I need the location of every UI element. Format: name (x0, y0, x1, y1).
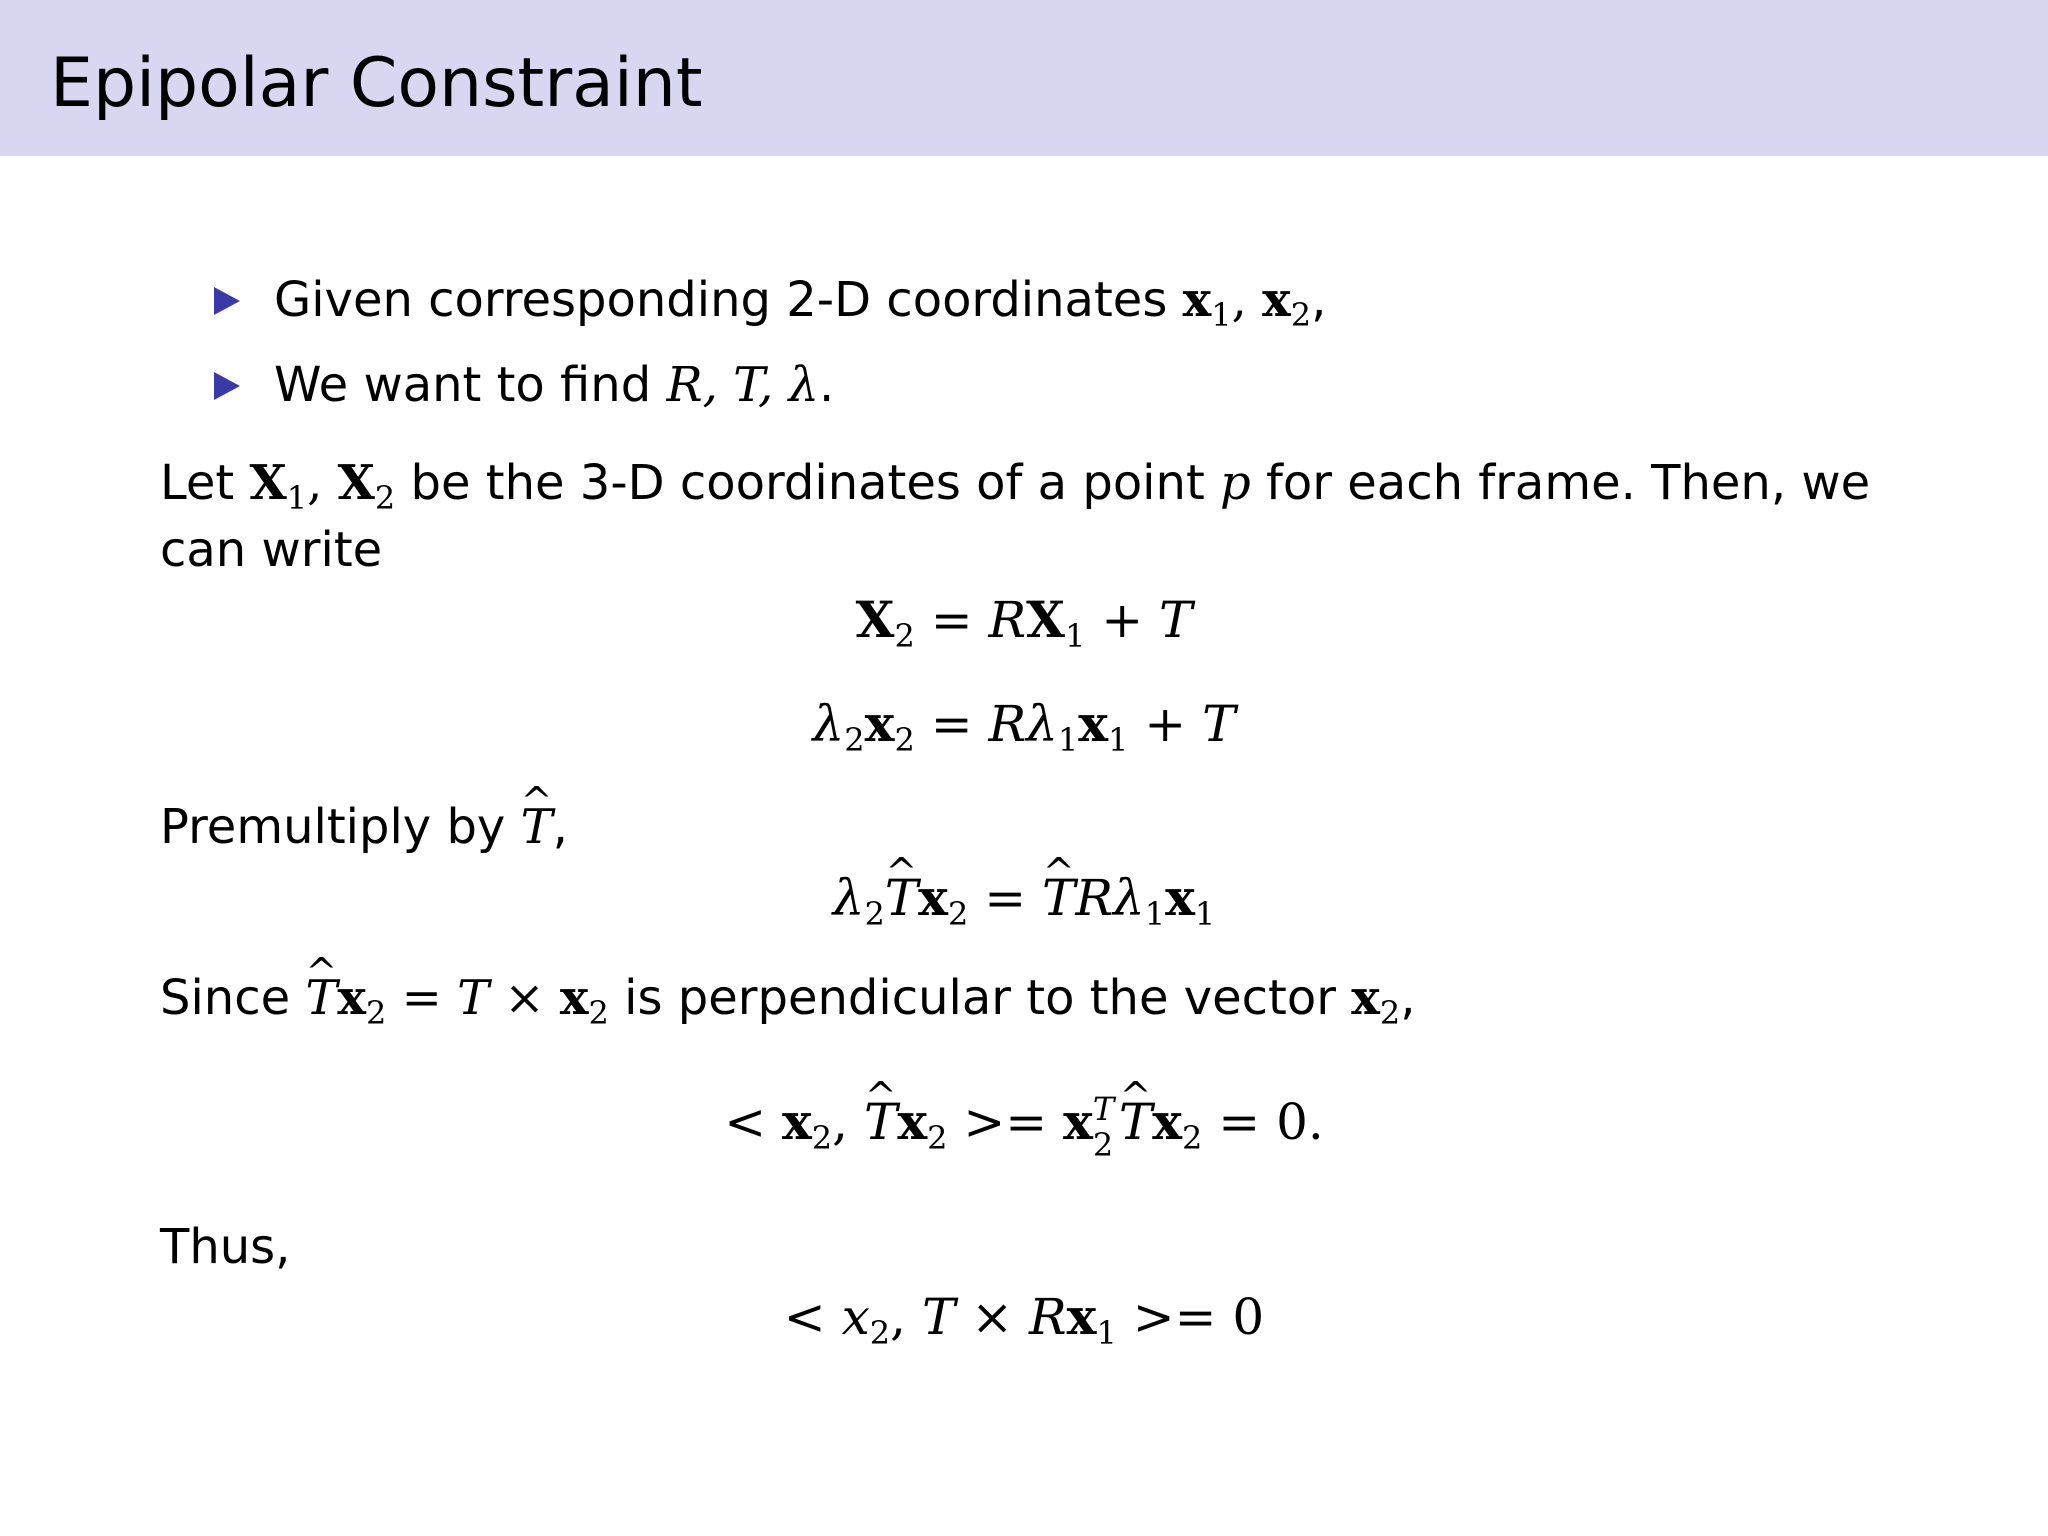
math: x (1152, 1092, 1183, 1151)
math-T-hat: ^ T (864, 1090, 897, 1154)
operator: = 0. (1202, 1093, 1324, 1151)
math: x (337, 970, 367, 1026)
operator: = (914, 591, 989, 649)
math-T-hat: ^ T (305, 968, 337, 1028)
subscript: 2 (864, 895, 885, 933)
math: T (921, 1288, 956, 1346)
comma: , (307, 455, 338, 511)
operator: = (968, 869, 1043, 927)
math: x (897, 1092, 928, 1151)
subscript: 1 (1108, 721, 1129, 759)
math: R (1075, 869, 1114, 927)
text: Let (160, 455, 250, 511)
paragraph-1-line-1 (160, 453, 1871, 517)
operator: × (955, 1288, 1029, 1346)
subscript: 1 (1064, 617, 1086, 655)
subscript: 2 (588, 994, 609, 1032)
bullet-1-text: Given corresponding 2-D coordinates (274, 272, 1183, 328)
math: R (1028, 1288, 1067, 1346)
math: x (1165, 868, 1195, 927)
subscript: 2 (844, 721, 865, 759)
math-x2: x (1262, 272, 1291, 328)
math: λ (1113, 869, 1145, 927)
subscript: 2 (927, 1119, 948, 1157)
math: x (1351, 970, 1380, 1026)
equation-1 (0, 588, 2048, 655)
subscript: 2 (374, 479, 396, 517)
operator: = (914, 695, 989, 753)
subscript: 2 (1182, 1119, 1203, 1157)
text: be the 3-D coordinates of a point (395, 455, 1221, 511)
punctuation: , (552, 799, 568, 855)
subscript: 2 (811, 1119, 833, 1157)
math: T (457, 970, 490, 1026)
comma: , (832, 1093, 864, 1151)
bullet-marker-2 (214, 372, 240, 400)
slide-title-bar (0, 0, 2048, 156)
math-T-hat: ^ T (1119, 1090, 1152, 1154)
math: λ (812, 695, 845, 753)
math: T (1158, 591, 1193, 649)
text: is perpendicular to the vector (608, 970, 1352, 1026)
math: λ (1026, 695, 1058, 753)
equation-2 (0, 692, 2048, 759)
math: x (559, 970, 589, 1026)
math: x (1078, 694, 1109, 753)
subscript: 1 (1144, 895, 1166, 933)
subscript: 2 (894, 617, 915, 655)
slide-title: Epipolar Constraint (50, 44, 703, 123)
subscript: 1 (286, 479, 308, 517)
subscript: 1 (1057, 721, 1079, 759)
math: R (988, 591, 1027, 649)
math-p: p (1220, 455, 1251, 511)
math: x (1066, 1287, 1097, 1346)
operator: + (1128, 695, 1203, 753)
math-T-hat: ^ T (1042, 866, 1075, 930)
math: x (841, 1288, 870, 1346)
operator: >= (947, 1093, 1064, 1151)
math: X (855, 590, 895, 649)
math: x (781, 1092, 812, 1151)
text: for each frame. Then, we (1250, 455, 1871, 511)
punctuation: , (1400, 970, 1416, 1026)
subscript: 2 (366, 994, 387, 1032)
operator: < (783, 1288, 842, 1346)
bullet-item-2 (274, 355, 834, 415)
punctuation: , (1311, 272, 1327, 328)
math-T-hat: ^ T (885, 866, 918, 930)
math: x (864, 694, 895, 753)
subscript: 1 (1096, 1314, 1117, 1352)
equation-3 (0, 866, 2048, 933)
subscript: 2 (894, 721, 915, 759)
math: R (988, 695, 1027, 753)
comma: , (1231, 272, 1263, 328)
subscript: 1 (1211, 296, 1232, 334)
math: x (1063, 1092, 1093, 1151)
text: Since (160, 970, 306, 1026)
paragraph-1-line-2: can write (160, 522, 383, 578)
bullet-item-1 (274, 270, 1327, 334)
comma: , (890, 1288, 922, 1346)
premultiply-line (160, 797, 568, 857)
math: X (1026, 590, 1065, 649)
subscript: 2 (1290, 296, 1312, 334)
bullet-2-text: We want to find (274, 357, 667, 413)
punctuation: . (819, 357, 835, 413)
math: x (918, 868, 948, 927)
math-x1: x (1182, 272, 1212, 328)
operator: >= 0 (1116, 1288, 1265, 1346)
thus-line: Thus, (160, 1219, 291, 1275)
subscript: 2 (869, 1314, 891, 1352)
math: T (1202, 695, 1236, 753)
text: Premultiply by (160, 799, 521, 855)
operator: = (386, 970, 458, 1026)
subscript: 1 (1194, 895, 1216, 933)
equation-5 (0, 1285, 2048, 1352)
subscript: 2 (1379, 994, 1401, 1032)
operator: + (1085, 591, 1159, 649)
subscript: 2 (947, 895, 969, 933)
bullet-marker-1 (214, 287, 240, 315)
operator: < (724, 1093, 782, 1151)
math-T-hat: ^ T (521, 797, 553, 857)
operator: × (489, 970, 560, 1026)
math-X1: X (249, 455, 287, 511)
math-X2: X (337, 455, 375, 511)
equation-4: < $x_2$, ^ $Tx_2 >= x$ T 2 ^ $Tx_2 = 0$. (0, 1090, 2048, 1154)
since-line (160, 968, 1416, 1032)
math: λ (832, 869, 865, 927)
math-r-t-lambda: R, T, λ (666, 357, 819, 413)
